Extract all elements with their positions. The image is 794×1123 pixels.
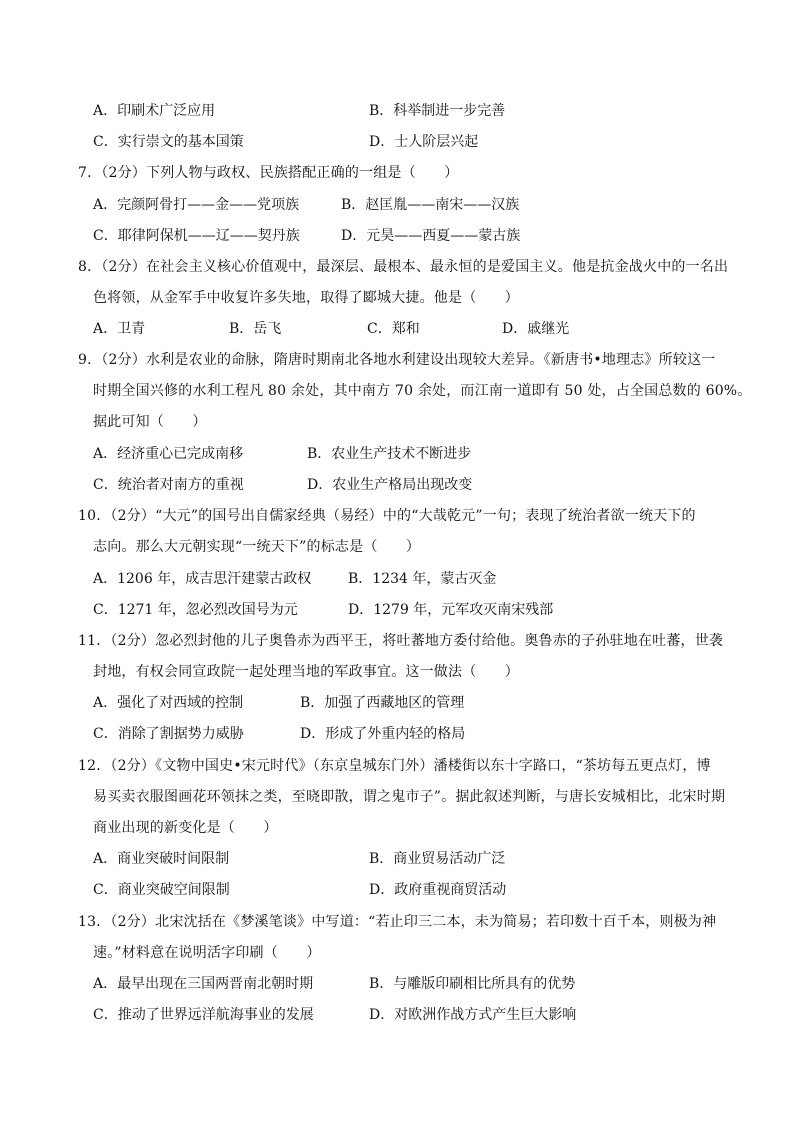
q9-stem-line-1: 9．（2分）水利是农业的命脉，隋唐时期南北各地水利建设出现较大差异。《新唐书•地理志》所较这一: [78, 352, 716, 368]
q13-option-b: B．与雕版印刷相比所具有的优势: [369, 976, 576, 992]
q7-option-a: A．完颜阿骨打——金——党项族: [93, 197, 300, 213]
q12-option-a: A．商业突破时间限制: [93, 851, 230, 867]
q12-stem-line-2: 易买卖衣服图画花环领抹之类，至晓即散，谓之鬼市子”。据此叙述判断，与唐长安城相比，北宋时期: [93, 789, 726, 805]
q12-option-d: D．政府重视商贸活动: [369, 882, 507, 898]
q8-stem-line-2: 色将领，从金军手中收复许多失地，取得了郾城大捷。他是（ ）: [93, 290, 519, 306]
q8-stem-line-1: 8．（2分）在社会主义核心价值观中，最深层、最根本、最永恒的是爱国主义。他是抗金战火中的一名出: [78, 259, 729, 275]
q11-stem-line-2: 封地，有权会同宣政院一起处理当地的军政事宜。这一做法（ ）: [93, 664, 519, 680]
q13-option-c: C．推动了世界远洋航海事业的发展: [93, 1007, 314, 1023]
q12-option-b: B．商业贸易活动广泛: [369, 851, 506, 867]
q10-stem-line-2: 志向。那么大元朝实现“一统天下”的标志是（ ）: [93, 539, 421, 555]
q7-option-d: D．元昊——西夏——蒙古族: [341, 228, 521, 244]
q11-stem-line-1: 11．（2分）忽必烈封他的儿子奥鲁赤为西平王，将吐蕃地方委付给他。奥鲁赤的子孙驻地在吐蕃，世袭: [78, 633, 724, 649]
q9-option-b: B．农业生产技术不断进步: [307, 446, 472, 462]
q8-option-d: D．戚继光: [502, 321, 570, 337]
q11-option-c: C．消除了割据势力威胁: [93, 726, 244, 742]
q9-option-c: C．统治者对南方的重视: [93, 477, 244, 493]
q7-option-b: B．赵匡胤——南宋——汉族: [341, 197, 520, 213]
q11-option-a: A．强化了对西域的控制: [93, 695, 244, 711]
q6-option-d: D．士人阶层兴起: [369, 134, 479, 150]
q11-option-d: D．形成了外重内轻的格局: [300, 726, 466, 742]
q12-stem-line-1: 12．（2分）《文物中国史•宋元时代》（东京皇城东门外）潘楼街以东十字路口，“茶坊每五更点灯，博: [78, 758, 711, 774]
q13-option-a: A．最早出现在三国两晋南北朝时期: [93, 976, 314, 992]
q6-option-a: A．印刷术广泛应用: [93, 103, 216, 119]
q10-option-b: B．1234 年，蒙古灭金: [348, 571, 497, 587]
q8-option-a: A．卫青: [93, 321, 146, 337]
q6-option-c: C．实行崇文的基本国策: [93, 134, 244, 150]
q10-stem-line-1: 10．（2分）“大元”的国号出自儒家经典（易经）中的“大哉乾元”一句；表现了统治者欲一统天下的: [78, 508, 696, 524]
q11-option-b: B．加强了西藏地区的管理: [300, 695, 465, 711]
q7-stem: 7．（2分）下列人物与政权、民族搭配正确的一组是（ ）: [78, 165, 459, 181]
q8-option-b: B．岳飞: [229, 321, 282, 337]
q9-stem-line-2: 时期全国兴修的水利工程凡 80 余处，其中南方 70 余处，而江南一道即有 50 处，占全国总数的 60%。: [93, 383, 752, 399]
q12-option-c: C．商业突破空间限制: [93, 882, 230, 898]
q8-option-c: C．郑和: [367, 321, 420, 337]
q9-option-d: D．农业生产格局出现改变: [307, 477, 473, 493]
q13-stem-line-1: 13．（2分）北宋沈括在《梦溪笔谈》中写道：“若止印三二本，未为简易；若印数十百千本，则极为神: [78, 914, 717, 930]
q9-stem-line-3: 据此可知（ ）: [93, 414, 207, 430]
q13-option-d: D．对欧洲作战方式产生巨大影响: [369, 1007, 577, 1023]
q13-stem-line-2: 速。”材料意在说明活字印刷（ ）: [93, 945, 321, 961]
q6-option-b: B．科举制进一步完善: [369, 103, 506, 119]
q9-option-a: A．经济重心已完成南移: [93, 446, 244, 462]
q7-option-c: C．耶律阿保机——辽——契丹族: [93, 228, 300, 244]
q12-stem-line-3: 商业出现的新变化是（ ）: [93, 820, 278, 836]
q10-option-d: D．1279 年，元军攻灭南宋残部: [348, 602, 554, 618]
q10-option-c: C．1271 年，忽必烈改国号为元: [93, 602, 298, 618]
q10-option-a: A．1206 年，成吉思汗建蒙古政权: [93, 571, 312, 587]
